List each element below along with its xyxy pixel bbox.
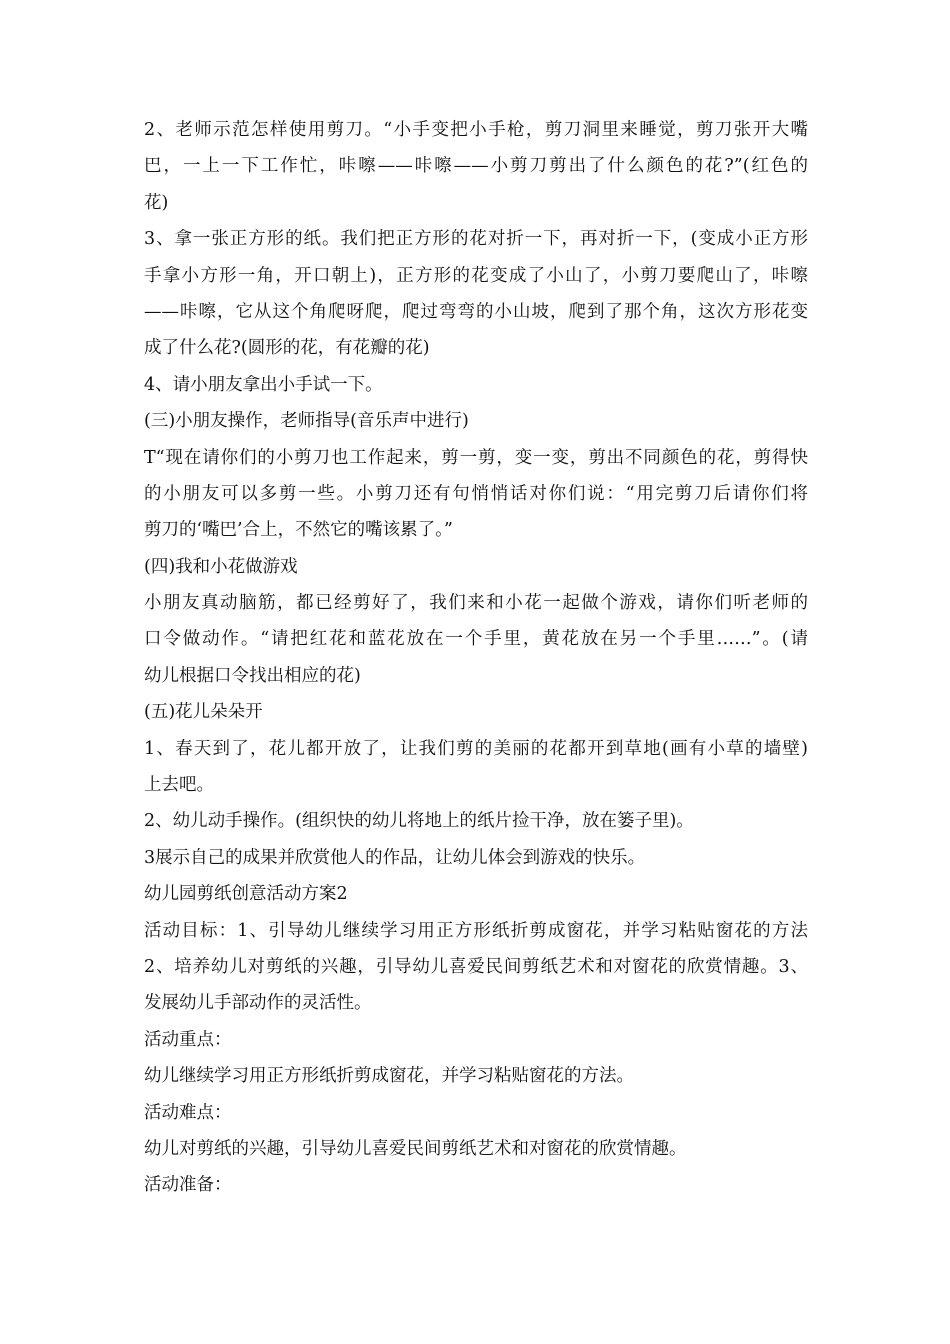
text-line: 成了什么花?(圆形的花，有花瓣的花): [144, 338, 430, 359]
section-heading: 活动准备：: [144, 1175, 232, 1196]
section-heading: 活动难点：: [144, 1102, 232, 1123]
text-line: 1、春天到了，花儿都开放了，让我们剪的美丽的花都开到草地(画有小草的墙壁): [144, 738, 808, 759]
text-line: 口令做动作。“请把红花和蓝花放在一个手里，黄花放在另一个手里……”。(请: [144, 629, 808, 650]
section-heading: (四)我和小花做游戏: [144, 556, 298, 577]
text-line: 3展示自己的成果并欣赏他人的作品，让幼儿体会到游戏的快乐。: [144, 847, 646, 868]
text-line: 2、老师示范怎样使用剪刀。“小手变把小手枪，剪刀洞里来睡觉，剪刀张开大嘴: [144, 120, 808, 140]
section-heading: (五)花儿朵朵开: [144, 702, 263, 723]
text-line: 小朋友真动脑筋，都已经剪好了，我们来和小花一起做个游戏，请你们听老师的: [144, 593, 808, 614]
text-line: 幼儿继续学习用正方形纸折剪成窗花，并学习粘贴窗花的方法。: [144, 1066, 634, 1087]
text-line: 3、拿一张正方形的纸。我们把正方形的花对折一下，再对折一下，(变成小正方形: [144, 229, 808, 250]
text-line: 花): [144, 192, 169, 213]
section-heading: 活动重点：: [144, 1029, 232, 1050]
text-line: 2、幼儿动手操作。(组织快的幼儿将地上的纸片捡干净，放在篓子里)。: [144, 811, 694, 832]
text-line: 2、培养幼儿对剪纸的兴趣，引导幼儿喜爱民间剪纸艺术和对窗花的欣赏情趣。3、: [144, 956, 808, 977]
section-heading: (三)小朋友操作，老师指导(音乐声中进行): [144, 411, 469, 432]
text-line: T“现在请你们的小剪刀也工作起来，剪一剪，变一变，剪出不同颜色的花，剪得快: [144, 447, 808, 468]
text-line: 幼儿根据口令找出相应的花): [144, 665, 361, 686]
document-body: [144, 112, 808, 1204]
text-line: 手拿小方形一角，开口朝上)，正方形的花变成了小山了，小剪刀要爬山了，咔嚓: [144, 265, 808, 286]
text-line: ——咔嚓，它从这个角爬呀爬，爬过弯弯的小山坡，爬到了那个角，这次方形花变: [144, 301, 808, 322]
text-line: 的小朋友可以多剪一些。小剪刀还有句悄悄话对你们说：“用完剪刀后请你们将: [144, 483, 808, 504]
text-line: 上去吧。: [144, 775, 214, 796]
text-line: 剪刀的‘嘴巴’合上，不然它的嘴该累了。”: [144, 520, 453, 541]
text-line: 发展幼儿手部动作的灵活性。: [144, 993, 372, 1014]
document-title: 幼儿园剪纸创意活动方案2: [144, 884, 348, 905]
text-line: 巴，一上一下工作忙，咔嚓——咔嚓——小剪刀剪出了什么颜色的花?”(红色的: [144, 156, 808, 177]
text-line: 4、请小朋友拿出小手试一下。: [144, 374, 383, 395]
text-line: 幼儿对剪纸的兴趣，引导幼儿喜爱民间剪纸艺术和对窗花的欣赏情趣。: [144, 1138, 687, 1159]
text-line: 活动目标：1、引导幼儿继续学习用正方形纸折剪成窗花，并学习粘贴窗花的方法: [144, 920, 808, 941]
